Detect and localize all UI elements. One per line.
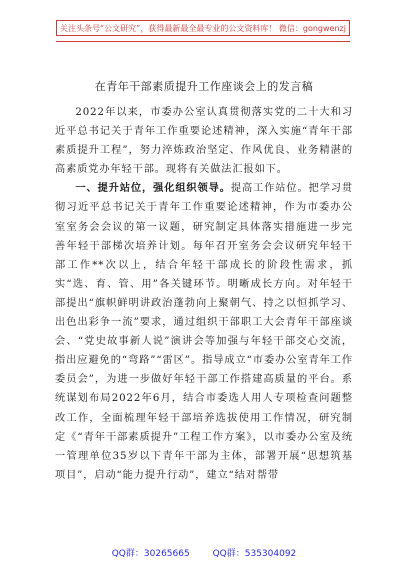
header-banner [56,20,350,36]
intro-paragraph: 2022年以来，市委办公室认真贯彻落实党的二十大和习近平总书记关于青年工作重要论述精神，深入实施“青年干部素质提升工程”，努力淬炼政治坚定、作风优良、业务精湛的高素质党办年轻干部。现将有关做法汇报如下。 [55,107,353,176]
document-body [55,78,353,485]
document-title: 在青年干部素质提升工作座谈会上的发言稿 [94,80,314,93]
section-1-heading: 一、提升站位，强化组织领导。 [75,183,231,195]
footer [0,546,408,559]
header-divider [56,41,350,42]
header-banner-text: 关注头条号“公文研究”，获得最新最全最专业的公文资料库！ 微信：gongwenzj [60,23,346,33]
footer-qq-group-1: QQ群：30265665 [111,549,190,559]
section-1-body: 提高工作站位。把学习贯彻习近平总书记关于青年工作重要论述精神，作为市委办公室室务会会议的第一议题，研究制定具体落实措施进一步完善年轻干部梯次培养计划。每年召开室务会会议研究年轻干部工作**次以上，结合年轻干部成长的阶段性需求，抓实“选、育、管、用”各关键环节。明晰成长方向。对年轻干部提出“旗帜鲜明讲政治蓬勃向上聚朝气、持之以恒抓学习、出色出彩争一流”要求，通过组织干部职工大会青年干部座谈会、“党史故事新人说”演讲会等加强与年轻干部交心交流，指出应避免的“弯路”“雷区”。指导成立“市委办公室青年工作委员会”，为进一步做好年轻干部工作搭建高质量的平台。系统谋划布局2022年6月，结合市委选人用人专项检查问题整改工作，全面梳理年轻干部培养选拔使用工作情况，研究制定《“青年干部素质提升”工程工作方案》，以市委办公室及统一管理单位35岁以下青年干部为主体，部署开展“思想筑基项目”，启动“能力提升行动”，建立“结对帮带 [55,183,353,481]
footer-qq-group-2: QQ群：535304092 [212,549,297,559]
section-1-paragraph [55,179,353,485]
